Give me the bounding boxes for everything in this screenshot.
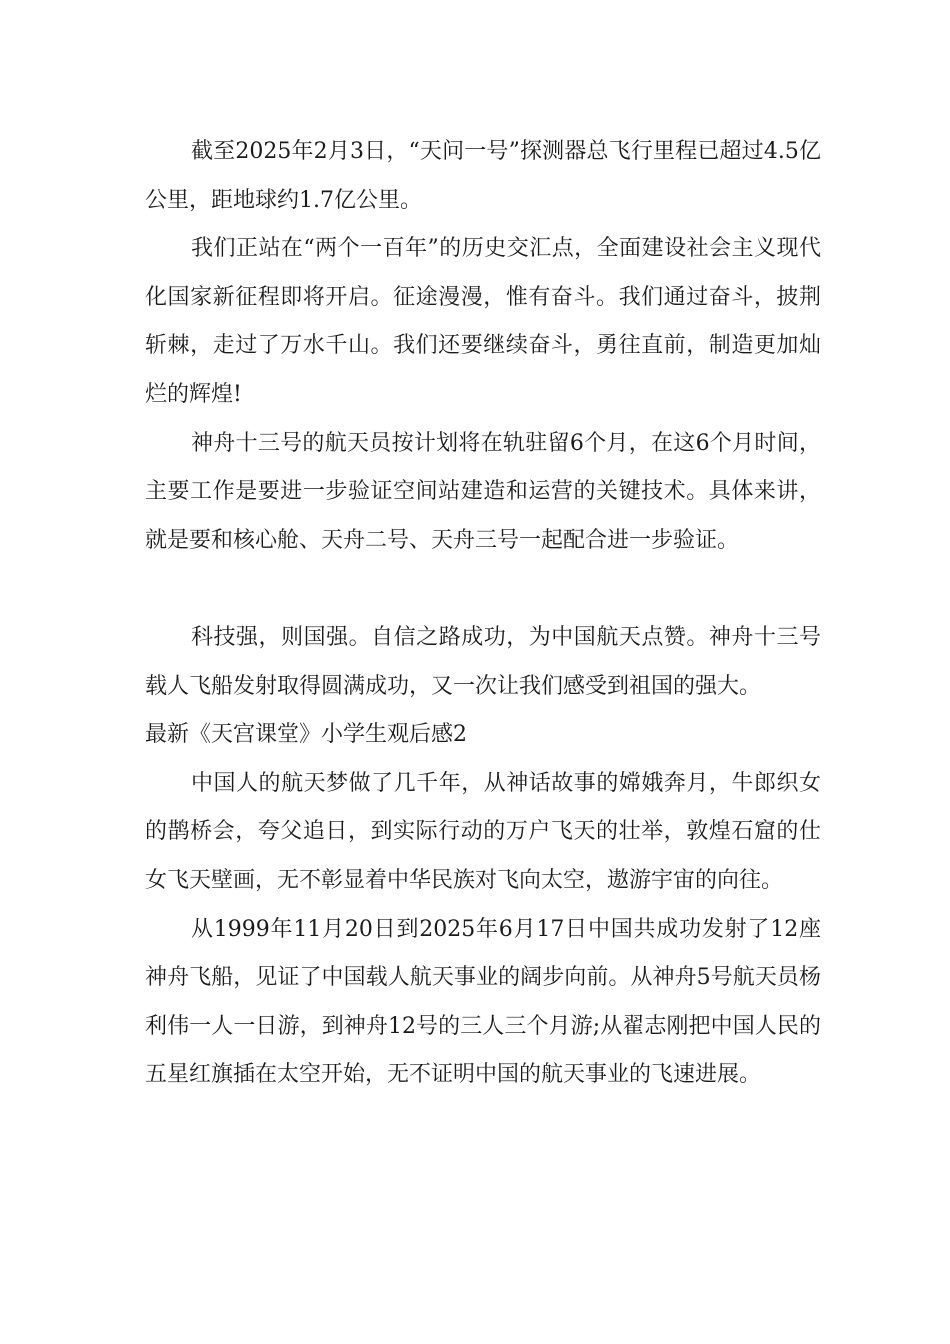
document-body bbox=[145, 128, 821, 1100]
paragraph-two-centenary: 我们正站在“两个一百年”的历史交汇点，全面建设社会主义现代化国家新征程即将开启。征途漫漫，惟有奋斗。我们通过奋斗，披荆斩棘，走过了万水千山。我们还要继续奋斗，勇往直前，制造更加灿烂的辉煌! bbox=[145, 236, 821, 407]
section-heading: 最新《天宫课堂》小学生观后感2 bbox=[145, 722, 467, 748]
paragraph-tianwen-mileage: 截至2025年2月3日，“天问一号”探测器总飞行里程已超过4.5亿公里，距地球约1.7亿公里。 bbox=[145, 139, 821, 213]
paragraph-shenzhou-history: 从1999年11月20日到2025年6月17日中国共成功发射了12座神舟飞船，见证了中国载人航天事业的阔步向前。从神舟5号航天员杨利伟一人一日游，到神舟12号的三人三个月游;从翟志刚把中国人民的五星红旗插在太空开始，无不证明中国的航天事业的飞速进展。 bbox=[145, 916, 821, 1088]
paragraph-science-strong: 科技强，则国强。自信之路成功，为中国航天点赞。神舟十三号载人飞船发射取得圆满成功，又一次让我们感受到祖国的强大。 bbox=[145, 624, 821, 699]
paragraph-shenzhou-13-mission: 神舟十三号的航天员按计划将在轨驻留6个月，在这6个月时间，主要工作是要进一步验证空间站建造和运营的关键技术。具体来讲，就是要和核心舱、天舟二号、天舟三号一起配合进一步验证。 bbox=[145, 430, 821, 553]
paragraph-spacer bbox=[145, 565, 821, 614]
paragraph-space-dream: 中国人的航天梦做了几千年，从神话故事的嫦娥奔月，牛郎织女的鹊桥会，夸父追日，到实际行动的万户飞天的壮举，敦煌石窟的仕女飞天壁画，无不彰显着中华民族对飞向太空，遨游宇宙的向往。 bbox=[145, 770, 821, 893]
